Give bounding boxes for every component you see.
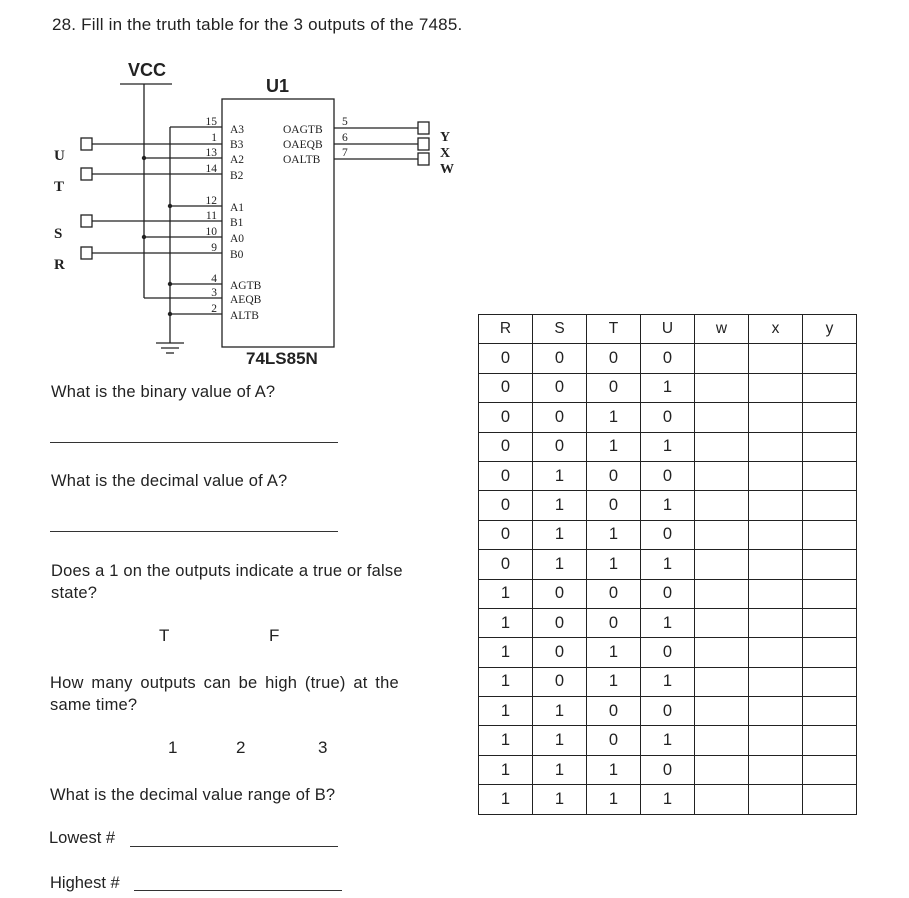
table-row: [479, 373, 857, 402]
input-cell: 0: [533, 403, 587, 432]
input-cell: 0: [641, 697, 695, 726]
question-title: 28. Fill in the truth table for the 3 outputs of the 7485.: [52, 15, 463, 34]
input-cell: 0: [587, 579, 641, 608]
input-letter-u: U: [54, 148, 65, 164]
input-cell: 1: [533, 755, 587, 784]
input-cell: 1: [587, 638, 641, 667]
u1-label: U1: [266, 76, 290, 96]
pin-number: 2: [211, 303, 217, 315]
vcc-label: VCC: [128, 60, 167, 80]
question-true-false-line2: state?: [51, 584, 98, 602]
output-cell[interactable]: [749, 491, 803, 520]
input-cell: 0: [479, 344, 533, 373]
output-cell[interactable]: [749, 579, 803, 608]
column-header-y: y: [803, 315, 857, 344]
output-cell[interactable]: [749, 461, 803, 490]
input-cell: 0: [479, 461, 533, 490]
input-cell: 1: [479, 667, 533, 696]
choice-three[interactable]: 3: [318, 738, 328, 757]
input-cell: 1: [641, 667, 695, 696]
choice-one[interactable]: 1: [168, 738, 178, 757]
output-letter-x: X: [440, 146, 451, 161]
pin-name: AEQB: [230, 294, 262, 306]
output-cell[interactable]: [695, 755, 749, 784]
column-header-w: w: [695, 315, 749, 344]
table-row: [479, 491, 857, 520]
output-cell[interactable]: [803, 579, 857, 608]
input-cell: 1: [479, 785, 533, 814]
highest-label: Highest #: [50, 874, 120, 892]
output-cell[interactable]: [695, 461, 749, 490]
pin-name: B3: [230, 139, 244, 151]
column-header-t: T: [587, 315, 641, 344]
input-cell: 1: [641, 608, 695, 637]
terminal-w: [418, 153, 429, 165]
output-cell[interactable]: [803, 726, 857, 755]
output-cell[interactable]: [803, 785, 857, 814]
input-cell: 0: [479, 403, 533, 432]
column-header-x: x: [749, 315, 803, 344]
part-number-label: 74LS85N: [246, 349, 318, 368]
input-cell: 0: [587, 344, 641, 373]
table-row: [479, 579, 857, 608]
output-letter-w: W: [440, 162, 454, 177]
input-cell: 0: [479, 520, 533, 549]
output-cell[interactable]: [695, 697, 749, 726]
pin-name: OAEQB: [283, 139, 323, 151]
output-letter-y: Y: [440, 130, 451, 145]
pin-number: 1: [211, 132, 217, 144]
output-cell[interactable]: [749, 520, 803, 549]
input-cell: 0: [479, 432, 533, 461]
question-outputs-high-line1: How many outputs can be high (true) at the: [50, 674, 399, 692]
pin-number: 7: [342, 147, 348, 159]
pin-number: 12: [205, 195, 217, 207]
output-cell[interactable]: [803, 461, 857, 490]
output-cell[interactable]: [749, 344, 803, 373]
answer-line-binary-a[interactable]: [50, 442, 338, 443]
input-cell: 1: [533, 726, 587, 755]
input-cell: 1: [479, 579, 533, 608]
terminal-r: [81, 247, 92, 259]
pin-number: 13: [205, 147, 217, 159]
choice-false[interactable]: F: [269, 626, 280, 645]
input-cell: 0: [533, 667, 587, 696]
input-cell: 0: [479, 550, 533, 579]
choice-two[interactable]: 2: [236, 738, 246, 757]
pin-number: 9: [211, 242, 217, 254]
output-cell[interactable]: [695, 491, 749, 520]
output-cell[interactable]: [803, 373, 857, 402]
terminal-x: [418, 138, 429, 150]
input-cell: 1: [479, 697, 533, 726]
input-cell: 0: [533, 638, 587, 667]
output-cell[interactable]: [695, 638, 749, 667]
pin-number: 11: [205, 210, 217, 222]
output-cell[interactable]: [749, 785, 803, 814]
input-cell: 1: [533, 520, 587, 549]
input-cell: 0: [641, 579, 695, 608]
pin-number: 5: [342, 116, 348, 128]
input-cell: 1: [641, 432, 695, 461]
input-cell: 1: [587, 403, 641, 432]
input-cell: 0: [479, 491, 533, 520]
output-cell[interactable]: [803, 608, 857, 637]
input-cell: 0: [479, 373, 533, 402]
input-cell: 0: [641, 461, 695, 490]
output-cell[interactable]: [803, 638, 857, 667]
input-cell: 0: [641, 344, 695, 373]
output-cell[interactable]: [749, 667, 803, 696]
input-cell: 1: [533, 550, 587, 579]
pin-number: 10: [205, 226, 217, 238]
output-cell[interactable]: [803, 697, 857, 726]
output-cell[interactable]: [695, 344, 749, 373]
pin-name: B1: [230, 217, 244, 229]
output-cell[interactable]: [749, 550, 803, 579]
input-cell: 0: [641, 403, 695, 432]
column-header-s: S: [533, 315, 587, 344]
question-outputs-high-line2: same time?: [50, 696, 138, 714]
input-cell: 0: [641, 520, 695, 549]
table-row: [479, 608, 857, 637]
output-cell[interactable]: [695, 520, 749, 549]
output-cell[interactable]: [749, 373, 803, 402]
junction-dot: [168, 282, 172, 286]
input-cell: 1: [587, 755, 641, 784]
output-cell[interactable]: [749, 432, 803, 461]
pin-number: 15: [205, 116, 217, 128]
input-cell: 0: [641, 755, 695, 784]
output-cell[interactable]: [749, 697, 803, 726]
terminal-t: [81, 168, 92, 180]
input-letter-t: T: [54, 179, 65, 195]
question-binary-a: What is the binary value of A?: [51, 383, 276, 401]
output-cell[interactable]: [749, 755, 803, 784]
output-cell[interactable]: [695, 579, 749, 608]
output-cell[interactable]: [803, 344, 857, 373]
terminal-y: [418, 122, 429, 134]
pin-name: AGTB: [230, 280, 262, 292]
input-cell: 0: [587, 697, 641, 726]
pin-name: A1: [230, 202, 245, 214]
input-cell: 1: [533, 697, 587, 726]
output-cell[interactable]: [695, 785, 749, 814]
input-cell: 1: [587, 550, 641, 579]
input-cell: 0: [533, 579, 587, 608]
input-letter-s: S: [54, 226, 63, 242]
input-cell: 1: [479, 608, 533, 637]
input-cell: 1: [641, 726, 695, 755]
input-cell: 0: [641, 638, 695, 667]
table-row: [479, 461, 857, 490]
circuit-diagram: [0, 0, 470, 380]
input-cell: 1: [533, 461, 587, 490]
table-row: [479, 726, 857, 755]
output-cell[interactable]: [803, 520, 857, 549]
input-cell: 0: [587, 726, 641, 755]
table-row: [479, 785, 857, 814]
answer-line-decimal-a[interactable]: [50, 531, 338, 532]
output-cell[interactable]: [695, 550, 749, 579]
input-cell: 1: [641, 550, 695, 579]
table-row: [479, 520, 857, 549]
junction-dot: [142, 235, 146, 239]
input-cell: 1: [587, 667, 641, 696]
input-cell: 1: [641, 785, 695, 814]
truth-table: [478, 314, 857, 815]
input-cell: 1: [641, 373, 695, 402]
input-cell: 1: [587, 520, 641, 549]
pin-name: A3: [230, 124, 245, 136]
column-header-r: R: [479, 315, 533, 344]
pin-number: 14: [205, 163, 217, 175]
input-cell: 1: [479, 755, 533, 784]
input-cell: 0: [587, 608, 641, 637]
output-cell[interactable]: [749, 726, 803, 755]
output-cell[interactable]: [803, 491, 857, 520]
terminal-s: [81, 215, 92, 227]
output-cell[interactable]: [803, 755, 857, 784]
junction-dot: [168, 312, 172, 316]
input-cell: 1: [533, 491, 587, 520]
input-cell: 1: [479, 726, 533, 755]
pin-name: A0: [230, 233, 245, 245]
input-cell: 0: [533, 344, 587, 373]
output-cell[interactable]: [749, 638, 803, 667]
pin-number: 3: [211, 287, 217, 299]
junction-dot: [142, 156, 146, 160]
table-row: [479, 432, 857, 461]
question-range-b: What is the decimal value range of B?: [50, 786, 336, 804]
pin-name: OALTB: [283, 154, 321, 166]
input-cell: 0: [587, 373, 641, 402]
question-true-false-line1: Does a 1 on the outputs indicate a true or false: [51, 562, 403, 580]
output-cell[interactable]: [803, 667, 857, 696]
table-row: [479, 403, 857, 432]
pin-name: OAGTB: [283, 124, 323, 136]
output-cell[interactable]: [803, 432, 857, 461]
table-row: [479, 550, 857, 579]
input-cell: 1: [533, 785, 587, 814]
output-cell[interactable]: [749, 608, 803, 637]
lowest-label: Lowest #: [49, 829, 116, 847]
table-row: [479, 697, 857, 726]
table-row: [479, 638, 857, 667]
input-cell: 1: [641, 491, 695, 520]
pin-name: B2: [230, 170, 244, 182]
answer-line-lowest[interactable]: [130, 846, 338, 847]
output-cell[interactable]: [695, 432, 749, 461]
input-cell: 0: [533, 432, 587, 461]
output-cell[interactable]: [695, 373, 749, 402]
input-cell: 1: [479, 638, 533, 667]
output-cell[interactable]: [695, 726, 749, 755]
junction-dot: [168, 204, 172, 208]
truth-table-header-row: [479, 315, 857, 344]
output-cell[interactable]: [695, 667, 749, 696]
answer-line-highest[interactable]: [134, 890, 342, 891]
input-cell: 0: [587, 491, 641, 520]
output-cell[interactable]: [749, 403, 803, 432]
table-row: [479, 667, 857, 696]
pin-number: 4: [211, 273, 217, 285]
pin-name: A2: [230, 154, 245, 166]
input-cell: 0: [587, 461, 641, 490]
table-row: [479, 344, 857, 373]
output-cell[interactable]: [695, 403, 749, 432]
output-cell[interactable]: [803, 550, 857, 579]
pin-name: ALTB: [230, 310, 259, 322]
input-letter-r: R: [54, 257, 65, 273]
output-cell[interactable]: [803, 403, 857, 432]
input-cell: 1: [587, 432, 641, 461]
output-cell[interactable]: [695, 608, 749, 637]
table-row: [479, 755, 857, 784]
question-decimal-a: What is the decimal value of A?: [51, 472, 288, 490]
choice-true[interactable]: T: [159, 626, 170, 645]
input-cell: 0: [533, 608, 587, 637]
terminal-u: [81, 138, 92, 150]
column-header-u: U: [641, 315, 695, 344]
pin-number: 6: [342, 132, 348, 144]
input-cell: 0: [533, 373, 587, 402]
input-cell: 1: [587, 785, 641, 814]
pin-name: B0: [230, 249, 244, 261]
